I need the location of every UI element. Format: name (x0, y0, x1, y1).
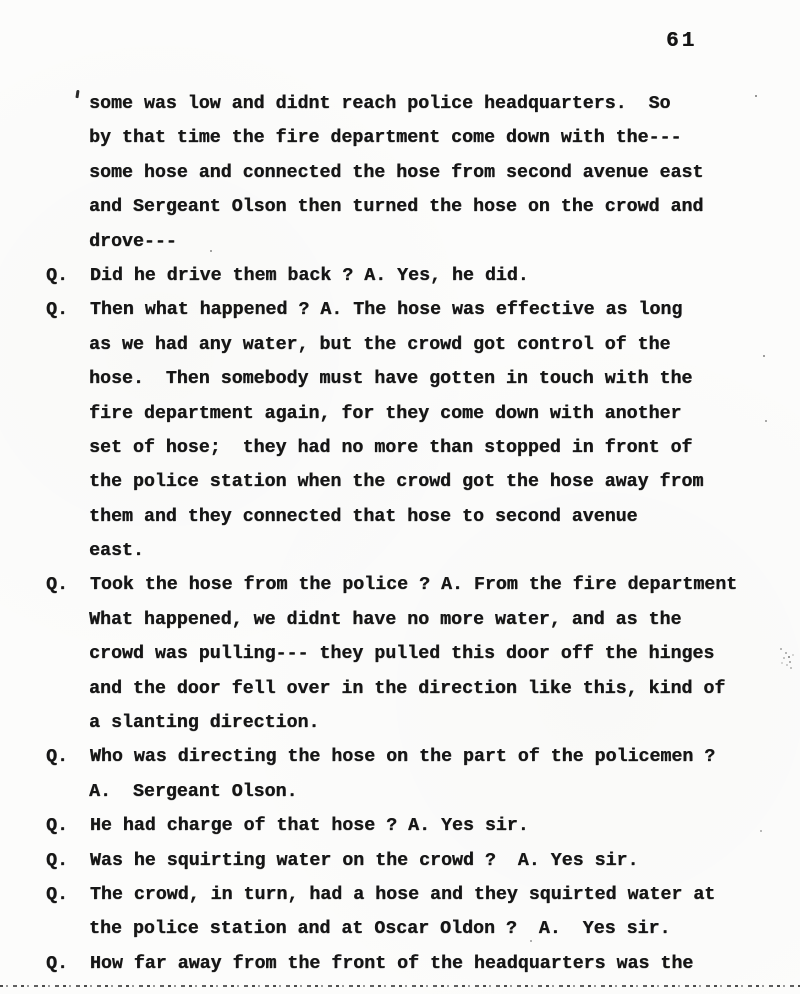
transcript-text-block (0, 87, 800, 981)
transcript-line: them and they connected that hose to second avenue (89, 506, 638, 527)
transcript-question-line: Q. The crowd, in turn, had a hose and they squirted water at (46, 884, 716, 905)
transcript-line: the police station when the crowd got the hose away from (89, 472, 704, 493)
transcript-question-line: Q. Did he drive them back ? A. Yes, he did. (46, 265, 529, 286)
transcript-line: fire department again, for they come down with another (89, 403, 682, 424)
transcript-question-line: Q. Who was directing the hose on the part of the policemen ? (46, 747, 716, 768)
transcript-line: east. (89, 541, 144, 562)
transcript-question-line: Q. He had charge of that hose ? A. Yes sir. (46, 816, 529, 837)
transcript-line: by that time the fire department come down with the--- (89, 128, 682, 149)
transcript-line: drove--- (89, 231, 177, 252)
transcript-line: the police station and at Oscar Oldon ? A. Yes sir. (89, 919, 671, 940)
transcript-line: some hose and connected the hose from second avenue east (89, 162, 704, 183)
transcript-answer-line: A. Sergeant Olson. (89, 781, 298, 802)
transcript-line: hose. Then somebody must have gotten in touch with the (89, 369, 693, 390)
transcript-line: crowd was pulling--- they pulled this door off the hinges (89, 644, 715, 665)
transcript-line: a slanting direction. (89, 713, 320, 734)
transcript-question-line: Q. Took the hose from the police ? A. From the fire department (46, 575, 738, 596)
transcript-line: as we had any water, but the crowd got control of the (89, 334, 671, 355)
transcript-line: some was low and didnt reach police headquarters. So (89, 94, 671, 114)
transcript-question-line: Q. How far away from the front of the headquarters was the (46, 953, 694, 974)
transcript-question-line: Q. Then what happened ? A. The hose was effective as long (46, 300, 683, 321)
transcript-question-line: Q. Was he squirting water on the crowd ? A. Yes sir. (46, 850, 639, 871)
page-number: 61 (666, 30, 698, 53)
transcript-line: What happened, we didnt have no more water, and as the (89, 609, 682, 630)
scan-edge-dotted-line (0, 984, 800, 988)
transcript-line: and the door fell over in the direction like this, kind of (89, 678, 726, 699)
transcript-line: set of hose; they had no more than stopped in front of (89, 437, 693, 458)
transcript-line: and Sergeant Olson then turned the hose on the crowd and (89, 197, 704, 218)
